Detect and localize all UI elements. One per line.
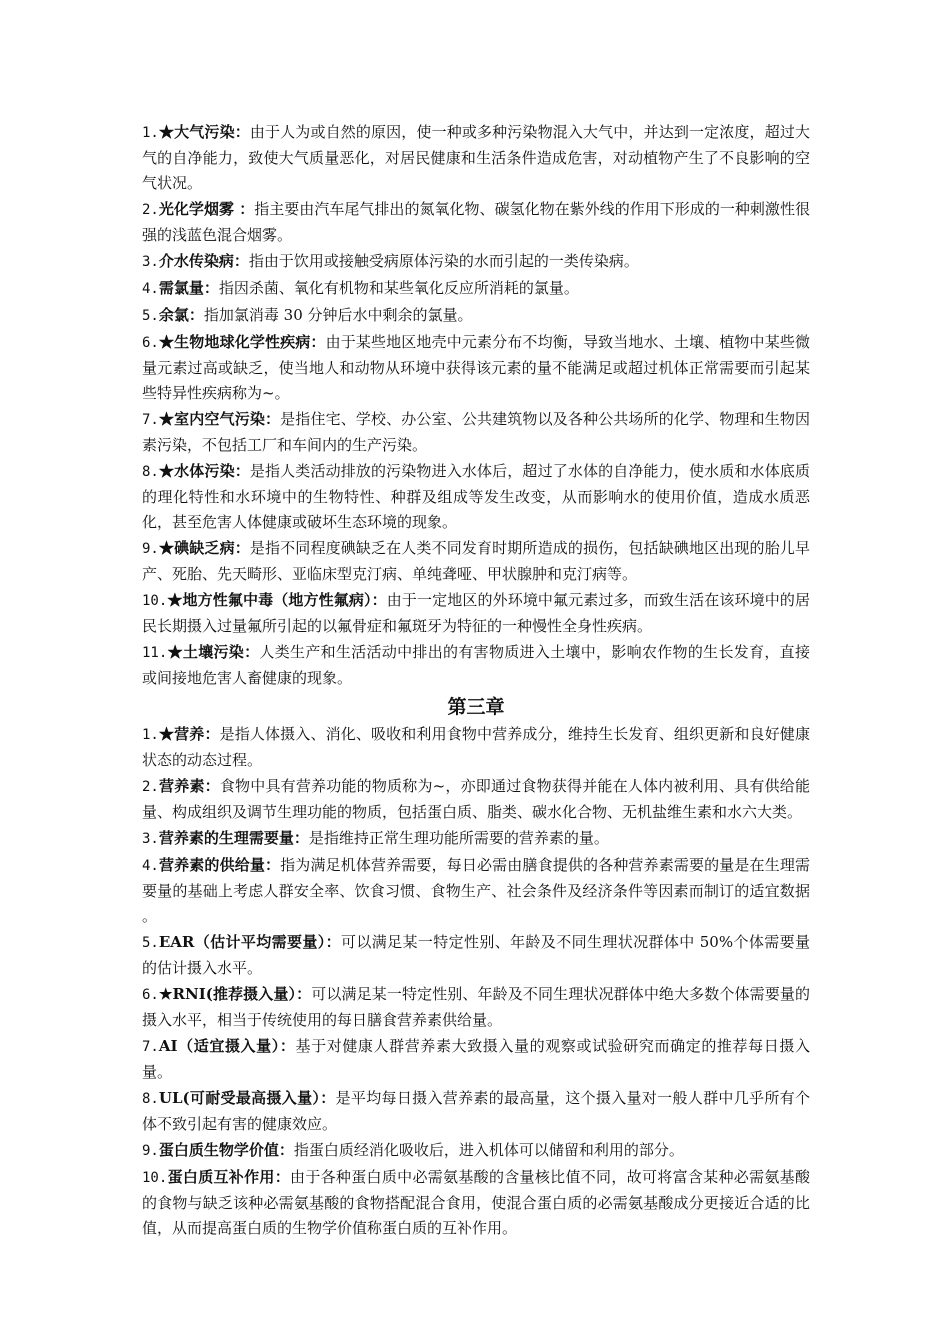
definition-entry	[142, 459, 810, 535]
entry-term: ★营养	[158, 725, 205, 743]
definition-entry	[142, 1034, 810, 1085]
entry-term: AI（适宜摄入量）	[158, 1037, 280, 1055]
entry-definition: 由于人为或自然的原因，使一种或多种污染物混入大气中，并达到一定浓度，超过大气的自净能力，致使大气质量恶化，对居民健康和生活条件造成危害，对动植物产生了不良影响的空气状况。	[142, 123, 810, 192]
entry-number: 6.	[142, 335, 159, 351]
entry-separator: ：	[296, 985, 312, 1003]
entry-term: 介水传染病	[158, 252, 234, 270]
entry-term: 蛋白质生物学价值	[158, 1141, 279, 1159]
entry-number: 9.	[142, 1143, 159, 1159]
entry-number: 4.	[142, 281, 159, 297]
entry-separator: ：	[233, 200, 255, 218]
entry-separator: ：	[234, 123, 250, 141]
definition-entry	[142, 330, 810, 406]
entry-number: 7.	[142, 1039, 159, 1055]
entry-number: 8.	[142, 1091, 159, 1107]
definition-entry	[142, 407, 810, 458]
entry-separator: ：	[204, 725, 220, 743]
entry-separator: ：	[265, 410, 281, 428]
definition-entry	[142, 1086, 810, 1137]
entry-term: ★地方性氟中毒（地方性氟病）	[167, 591, 372, 609]
definition-entry	[142, 197, 810, 248]
entry-term: ★RNI(推荐摄入量）	[158, 985, 297, 1003]
entry-number: 3.	[142, 831, 159, 847]
definition-entry	[142, 930, 810, 981]
entry-term: 营养素的生理需要量	[158, 829, 294, 847]
entry-definition: 是指维持正常生理功能所需要的营养素的量。	[308, 829, 609, 847]
entry-definition: 是指人体摄入、消化、吸收和利用食物中营养成分，维持生长发育、组织更新和良好健康状态的动态过程。	[142, 725, 810, 769]
entry-separator: ：	[279, 1037, 296, 1055]
entry-term: 需氯量	[158, 279, 204, 297]
entry-number: 11.	[142, 645, 168, 661]
entry-number: 6.	[142, 987, 159, 1003]
entry-term: ★室内空气污染	[158, 410, 265, 428]
definition-entry	[142, 120, 810, 196]
entry-definition: 基于对健康人群营养素大致摄入量的观察或试验研究而确定的推荐每日摄入量。	[142, 1037, 810, 1081]
entry-term: ★水体污染	[158, 462, 235, 480]
entry-number: 7.	[142, 412, 159, 428]
entry-number: 10.	[142, 1170, 168, 1186]
entry-separator: ：	[274, 1168, 291, 1186]
entry-term: 营养素	[158, 777, 205, 795]
entry-term: ★碘缺乏病	[158, 539, 235, 557]
entry-definition: 是平均每日摄入营养素的最高量，这个摄入量对一般人群中几乎所有个体不致引起有害的健康效应。	[142, 1089, 810, 1133]
entry-term: ★生物地球化学性疾病	[158, 333, 311, 351]
entry-term: 蛋白质互补作用	[167, 1168, 275, 1186]
entry-separator: ：	[325, 933, 342, 951]
document-page	[142, 120, 810, 1242]
entry-number: 8.	[142, 464, 159, 480]
entry-term: 营养素的供给量	[158, 856, 265, 874]
definition-entry	[142, 276, 810, 302]
entry-term: ★大气污染	[158, 123, 235, 141]
entry-term: UL(可耐受最高摄入量）	[158, 1089, 321, 1107]
entry-term: 光化学烟雾	[158, 200, 234, 218]
entry-term: 余氯	[158, 306, 189, 324]
entry-separator: ：	[278, 1141, 294, 1159]
definition-entry	[142, 303, 810, 329]
entry-number: 2.	[142, 202, 159, 218]
definition-entry	[142, 853, 810, 929]
definition-entry	[142, 722, 810, 773]
definitions-section-nutrition	[142, 722, 810, 1241]
entry-number: 1.	[142, 125, 159, 141]
entry-definition: 指蛋白质经消化吸收后，进入机体可以储留和利用的部分。	[293, 1141, 684, 1159]
entry-definition: 由于一定地区的外环境中氟元素过多，而致生活在该环境中的居民长期摄入过量氟所引起的以氟骨症和氟斑牙为特征的一种慢性全身性疾病。	[142, 591, 810, 635]
entry-number: 2.	[142, 779, 159, 795]
entry-number: 1.	[142, 727, 159, 743]
entry-separator: ：	[371, 591, 387, 609]
entry-definition: 由于某些地区地壳中元素分布不均衡，导致当地水、土壤、植物中某些微量元素过高或缺乏，使当地人和动物从环境中获得该元素的量不能满足或超过机体正常需要而引起某些特异性疾病称为~。	[142, 333, 810, 402]
entry-term: EAR（估计平均需要量）	[158, 933, 326, 951]
entry-definition: 可以满足某一特定性别、年龄及不同生理状况群体中绝大多数个体需要量的摄入水平，相当于传统使用的每日膳食营养素供给量。	[142, 985, 810, 1029]
entry-number: 5.	[142, 935, 159, 951]
entry-definition: 指由于饮用或接触受病原体污染的水而引起的一类传染病。	[248, 252, 639, 270]
entry-number: 10.	[142, 593, 168, 609]
definitions-section-environment	[142, 120, 810, 691]
entry-definition: 指主要由汽车尾气排出的氮氧化物、碳氢化物在紫外线的作用下形成的一种刺激性很强的浅蓝色混合烟雾。	[142, 200, 810, 244]
entry-separator: ：	[234, 539, 250, 557]
definition-entry	[142, 588, 810, 639]
entry-number: 9.	[142, 541, 159, 557]
entry-definition: 是指住宅、学校、办公室、公共建筑物以及各种公共场所的化学、物理和生物因素污染，不包括工厂和车间内的生产污染。	[142, 410, 810, 454]
definition-entry	[142, 826, 810, 852]
entry-definition: 是指不同程度碘缺乏在人类不同发育时期所造成的损伤，包括缺碘地区出现的胎儿早产、死胎、先天畸形、亚临床型克汀病、单纯聋哑、甲状腺肿和克汀病等。	[142, 539, 810, 583]
entry-separator: ：	[320, 1089, 336, 1107]
entry-separator: ：	[188, 306, 204, 324]
entry-separator: ：	[244, 643, 260, 661]
entry-number: 4.	[142, 858, 159, 874]
definition-entry	[142, 982, 810, 1033]
definition-entry	[142, 1138, 810, 1164]
definition-entry	[142, 536, 810, 587]
entry-separator: ：	[234, 462, 250, 480]
entry-term: ★土壤污染	[167, 643, 245, 661]
definition-entry	[142, 774, 810, 825]
entry-separator: ：	[293, 829, 309, 847]
chapter-heading: 第三章	[447, 696, 505, 718]
entry-definition: 可以满足某一特定性别、年龄及不同生理状况群体中 50%个体需要量的估计摄入水平。	[142, 933, 810, 977]
entry-definition: 指加氯消毒 30 分钟后水中剩余的氯量。	[203, 306, 473, 324]
entry-separator: ：	[265, 856, 281, 874]
entry-definition: 人类生产和生活活动中排出的有害物质进入土壤中，影响农作物的生长发育，直接或间接地危害人畜健康的现象。	[142, 643, 810, 687]
entry-definition: 指为满足机体营养需要，每日必需由膳食提供的各种营养素需要的量是在生理需要量的基础上考虑人群安全率、饮食习惯、食物生产、社会条件及经济条件等因素而制订的适宜数据 。	[142, 856, 810, 925]
definition-entry	[142, 640, 810, 691]
entry-number: 5.	[142, 308, 159, 324]
entry-definition: 由于各种蛋白质中必需氨基酸的含量核比值不同，故可将富含某种必需氨基酸的食物与缺乏该种必需氨基酸的食物搭配混合食用，使混合蛋白质的必需氨基酸成分更接近合适的比值，从而提高蛋白质的生物学价值称蛋白质的互补作用。	[142, 1168, 810, 1237]
entry-separator: ：	[233, 252, 249, 270]
definition-entry	[142, 249, 810, 275]
entry-definition: 食物中具有营养功能的物质称为~，亦即通过食物获得并能在人体内被利用、具有供给能量、构成组织及调节生理功能的物质，包括蛋白质、脂类、碳水化合物、无机盐维生素和水六大类。	[142, 777, 810, 821]
definition-entry	[142, 1165, 810, 1241]
entry-number: 3.	[142, 254, 159, 270]
entry-separator: ：	[310, 333, 326, 351]
entry-definition: 是指人类活动排放的污染物进入水体后，超过了水体的自净能力，使水质和水体底质的理化特性和水环境中的生物特性、种群及组成等发生改变，从而影响水的使用价值，造成水质恶化，甚至危害人体健康或破坏生态环境的现象。	[142, 462, 810, 531]
entry-definition: 指因杀菌、氧化有机物和某些氧化反应所消耗的氯量。	[218, 279, 579, 297]
entry-separator: ：	[203, 279, 219, 297]
entry-separator: ：	[204, 777, 220, 795]
